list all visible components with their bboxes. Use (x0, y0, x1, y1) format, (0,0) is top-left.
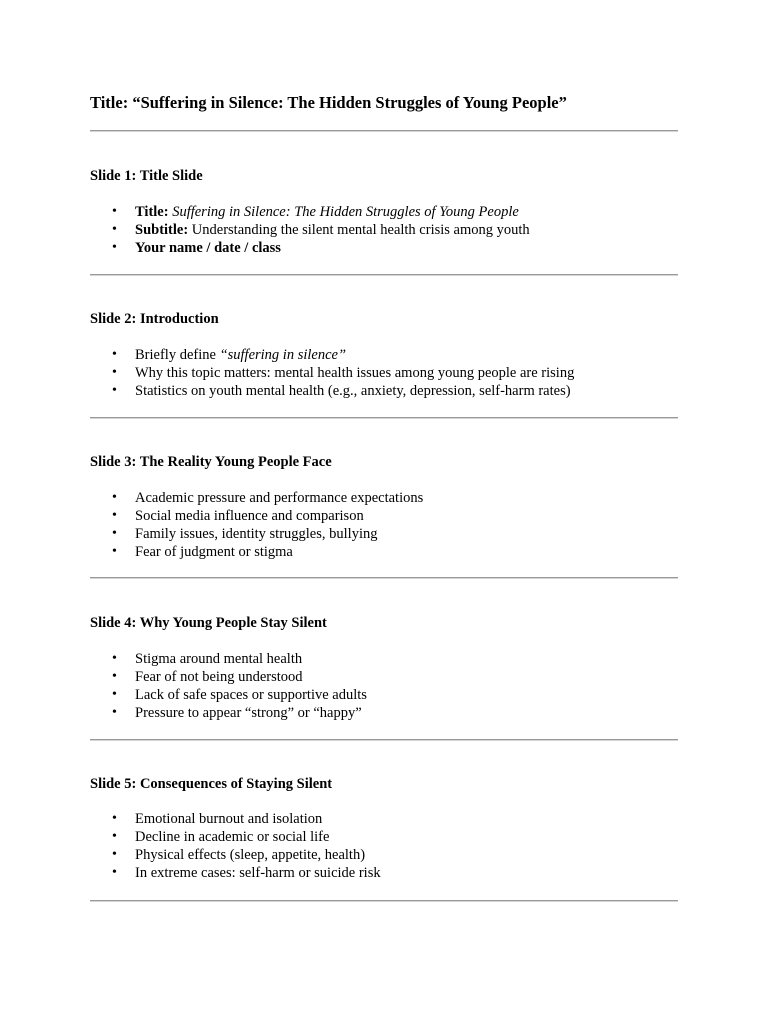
bullet-label: Your name / date / class (135, 240, 281, 256)
bullet-item (90, 704, 367, 722)
slide-4-bullet-list (90, 650, 367, 722)
bullet-text: Why this topic matters: mental health issues among young people are rising (135, 365, 575, 381)
bullet-text: Physical effects (sleep, appetite, health) (135, 847, 366, 863)
slide-3-bullet-list (90, 489, 423, 561)
bullet-item (90, 828, 381, 846)
document-title: Title: “Suffering in Silence: The Hidden Struggles of Young People” (90, 93, 567, 112)
slide-1-heading: Slide 1: Title Slide (90, 168, 203, 184)
bullet-item (90, 810, 381, 828)
slide-3-heading: Slide 3: The Reality Young People Face (90, 454, 332, 470)
bullet-item (90, 525, 423, 543)
bullet-item (90, 864, 381, 882)
bullet-text: Understanding the silent mental health crisis among youth (188, 222, 530, 238)
divider (90, 577, 678, 579)
divider (90, 739, 678, 741)
bullet-item (90, 239, 530, 257)
bullet-text: Academic pressure and performance expectations (135, 490, 424, 506)
bullet-text: Pressure to appear “strong” or “happy” (135, 705, 362, 721)
bullet-text: Fear of judgment or stigma (135, 544, 293, 560)
bullet-item (90, 346, 574, 364)
bullet-text: Social media influence and comparison (135, 508, 364, 524)
bullet-item (90, 203, 530, 221)
bullet-item (90, 543, 423, 561)
bullet-text: Emotional burnout and isolation (135, 811, 323, 827)
bullet-text: Stigma around mental health (135, 651, 303, 667)
bullet-text: Statistics on youth mental health (e.g., anxiety, depression, self-harm rates) (135, 383, 571, 399)
slide-5-bullet-list (90, 810, 381, 882)
divider (90, 900, 678, 902)
bullet-text: Fear of not being understood (135, 669, 303, 685)
divider (90, 130, 678, 132)
slide-2-bullet-list (90, 346, 574, 400)
bullet-text: Lack of safe spaces or supportive adults (135, 687, 367, 703)
bullet-item (90, 668, 367, 686)
bullet-item (90, 489, 423, 507)
bullet-item (90, 686, 367, 704)
bullet-item (90, 364, 574, 382)
bullet-emphasis: Suffering in Silence: The Hidden Struggles of Young People (172, 204, 519, 220)
bullet-text: In extreme cases: self-harm or suicide risk (135, 865, 381, 881)
slide-2-heading: Slide 2: Introduction (90, 311, 219, 327)
bullet-label: Subtitle: (135, 222, 189, 238)
bullet-text: Briefly define (135, 347, 220, 363)
bullet-item (90, 507, 423, 525)
divider (90, 274, 678, 276)
bullet-label: Title: (135, 204, 169, 220)
bullet-text: Family issues, identity struggles, bullying (135, 526, 378, 542)
bullet-text: Decline in academic or social life (135, 829, 330, 845)
bullet-item (90, 846, 381, 864)
bullet-item (90, 221, 530, 239)
bullet-emphasis: “suffering in silence” (219, 347, 347, 363)
slide-5-heading: Slide 5: Consequences of Staying Silent (90, 776, 333, 792)
divider (90, 417, 678, 419)
slide-4-heading: Slide 4: Why Young People Stay Silent (90, 615, 327, 631)
slide-1-bullet-list (90, 203, 530, 257)
bullet-item (90, 650, 367, 668)
bullet-item (90, 382, 574, 400)
